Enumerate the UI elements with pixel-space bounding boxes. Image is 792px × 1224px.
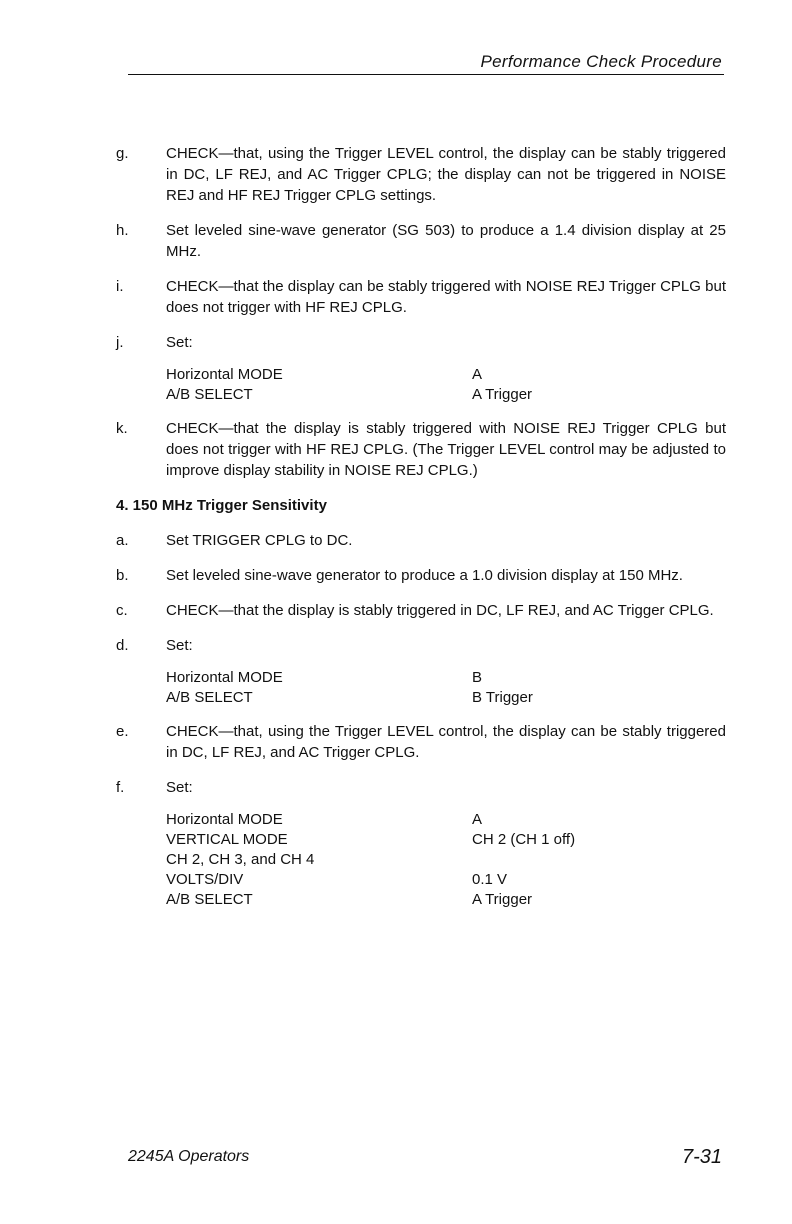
step-e <box>116 721 726 763</box>
step-text: Set: <box>166 779 193 796</box>
setting-name: VERTICAL MODE <box>166 831 288 848</box>
step-letter: c. <box>116 602 128 619</box>
setting-value: A <box>472 366 483 383</box>
step-a <box>116 530 726 551</box>
settings-row <box>166 870 726 890</box>
setting-name: A/B SELECT <box>166 891 253 908</box>
step-letter: e. <box>116 723 129 740</box>
setting-name: Horizontal MODE <box>166 366 283 383</box>
step-text: CHECK—that the display can be stably triggered with NOISE REJ Trigger CPLG but does not trigger with HF REJ CPLG. <box>166 278 726 316</box>
step-text: CHECK—that the display is stably triggered with NOISE REJ Trigger CPLG but does not trigger with HF REJ CPLG. (The Trigger LEVEL control may be adjusted to improve display stability in NOISE REJ CPLG.) <box>166 420 726 479</box>
step-text: CHECK—that, using the Trigger LEVEL control, the display can be stably triggered in DC, LF REJ, and AC Trigger CPLG; the display can not be triggered in NOISE REJ and HF REJ Trigger CPLG settings. <box>166 145 726 204</box>
setting-value: 0.1 V <box>472 871 508 888</box>
step-letter: f. <box>116 779 125 796</box>
settings-row <box>166 890 726 910</box>
footer-manual-name: 2245A Operators <box>128 1148 250 1165</box>
step-text: Set: <box>166 637 193 654</box>
step-b <box>116 565 726 586</box>
setting-name: VOLTS/DIV <box>166 871 244 888</box>
step-text: Set: <box>166 334 193 351</box>
setting-name: Horizontal MODE <box>166 811 283 828</box>
step-letter: g. <box>116 145 129 162</box>
step-j <box>116 332 726 353</box>
step-letter: i. <box>116 278 124 295</box>
setting-value: A Trigger <box>472 386 533 403</box>
step-text: CHECK—that, using the Trigger LEVEL control, the display can be stably triggered in DC, LF REJ, and AC Trigger CPLG. <box>166 723 726 761</box>
step-h <box>116 220 726 262</box>
settings-table-j <box>166 365 726 405</box>
settings-row <box>166 850 726 870</box>
step-c <box>116 600 726 621</box>
setting-name: CH 2, CH 3, and CH 4 <box>166 851 315 868</box>
step-d <box>116 635 726 656</box>
step-i <box>116 276 726 318</box>
setting-name: A/B SELECT <box>166 689 253 706</box>
step-text: Set TRIGGER CPLG to DC. <box>166 532 353 549</box>
step-text: CHECK—that the display is stably triggered in DC, LF REJ, and AC Trigger CPLG. <box>166 602 714 619</box>
setting-value: CH 2 (CH 1 off) <box>472 831 576 848</box>
settings-row <box>166 688 726 708</box>
settings-row <box>166 810 726 830</box>
step-letter: h. <box>116 222 129 239</box>
step-letter: b. <box>116 567 129 584</box>
section-heading: 4. 150 MHz Trigger Sensitivity <box>116 497 327 514</box>
step-g <box>116 143 726 206</box>
step-text: Set leveled sine-wave generator (SG 503) to produce a 1.4 division display at 25 MHz. <box>166 222 726 260</box>
setting-name: A/B SELECT <box>166 386 253 403</box>
setting-value: B Trigger <box>472 689 533 706</box>
settings-table-f <box>166 810 726 910</box>
step-letter: d. <box>116 637 129 654</box>
setting-value: A Trigger <box>472 891 533 908</box>
settings-row <box>166 385 726 405</box>
footer-page-number: 7-31 <box>681 1146 722 1168</box>
settings-row <box>166 830 726 850</box>
step-text: Set leveled sine-wave generator to produce a 1.0 division display at 150 MHz. <box>166 567 683 584</box>
step-letter: k. <box>116 420 128 437</box>
procedure-content <box>116 143 726 923</box>
step-letter: j. <box>116 334 124 351</box>
step-k <box>116 418 726 481</box>
header-title: Performance Check Procedure <box>480 52 722 71</box>
step-letter: a. <box>116 532 129 549</box>
header-rule <box>128 74 724 75</box>
setting-name: Horizontal MODE <box>166 669 283 686</box>
step-f <box>116 777 726 798</box>
settings-row <box>166 668 726 688</box>
setting-value: B <box>472 669 483 686</box>
setting-value: A <box>472 811 483 828</box>
settings-table-d <box>166 668 726 708</box>
settings-row <box>166 365 726 385</box>
